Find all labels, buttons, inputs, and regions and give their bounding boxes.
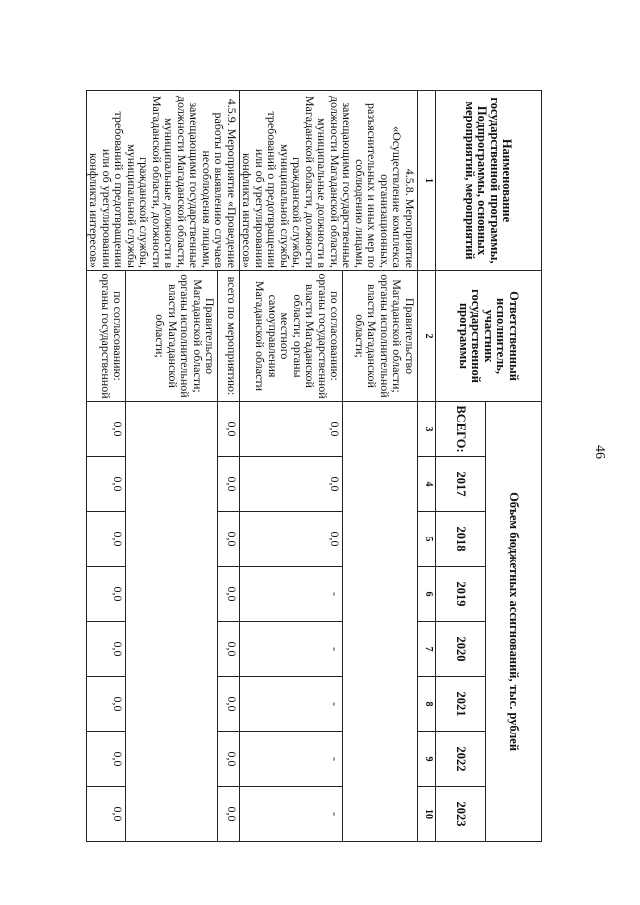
value-cell: - <box>240 567 343 622</box>
value-cell: 0,0 <box>87 732 126 787</box>
column-number: 10 <box>418 787 436 842</box>
value-cell: 0,0 <box>87 622 126 677</box>
header-total: ВСЕГО: <box>436 402 486 457</box>
column-number: 1 <box>418 91 436 271</box>
value-cell: 0,0 <box>218 512 240 567</box>
budget-table <box>86 90 542 842</box>
executor-cell: всего по мероприятию: <box>218 271 240 402</box>
value-cell: 0,0 <box>218 622 240 677</box>
budget-table-sheet <box>87 90 542 841</box>
header-year: 2022 <box>436 732 486 787</box>
value-spacer <box>126 402 218 842</box>
column-number: 8 <box>418 677 436 732</box>
column-number-row <box>418 91 436 842</box>
header-year: 2018 <box>436 512 486 567</box>
column-number: 9 <box>418 732 436 787</box>
executor-cell: Правительство Магаданской области; органы исполнительной власти Магаданской области; <box>126 271 218 402</box>
column-number: 3 <box>418 402 436 457</box>
column-number: 6 <box>418 567 436 622</box>
executor-cell: по согласованию: органы государственной власти Магаданской области; органы местного самоуправления Магаданской области <box>240 271 343 402</box>
value-spacer <box>343 402 418 842</box>
activity-name: 4.5.8. Мероприятие «Осуществление комплекса организационных, разъяснительных и иных мер по соблюдению лицами, замещающими государственные должности Магаданской области, муниципальные должности в Магаданской области, должности гражданской службы, муниципальной службы требований о предотвращении или об урегулировании конфликта интересов» <box>240 91 418 271</box>
value-cell: 0,0 <box>87 402 126 457</box>
value-cell: 0,0 <box>240 402 343 457</box>
table-row <box>218 91 240 842</box>
value-cell: 0,0 <box>218 677 240 732</box>
header-year: 2020 <box>436 622 486 677</box>
page-number: 46 <box>592 445 607 459</box>
header-program-name: Наименование государственной программы, Подпрограммы, основных мероприятий, мероприятий <box>436 91 542 271</box>
header-year: 2021 <box>436 677 486 732</box>
value-cell: 0,0 <box>218 457 240 512</box>
value-cell: 0,0 <box>218 567 240 622</box>
value-cell: 0,0 <box>87 457 126 512</box>
header-budget-group: Объем бюджетных ассигнований, тыс. рублей <box>486 402 542 842</box>
activity-name: 4.5.9. Мероприятие «Проведение работы по выявлению случаев несоблюдения лицами, замещающими государственные должности Магаданской области, муниципальные должности в Магаданской области, должности гражданской службы, муниципальной службы требований о предотвращении или об урегулировании конфликта интересов» <box>87 91 240 271</box>
value-cell: 0,0 <box>240 512 343 567</box>
value-cell: 0,0 <box>87 512 126 567</box>
header-year: 2017 <box>436 457 486 512</box>
column-number: 7 <box>418 622 436 677</box>
value-cell: 0,0 <box>218 787 240 842</box>
value-cell: - <box>240 677 343 732</box>
column-number: 4 <box>418 457 436 512</box>
table-row <box>343 91 418 842</box>
value-cell: - <box>240 732 343 787</box>
value-cell: 0,0 <box>218 732 240 787</box>
value-cell: - <box>240 622 343 677</box>
header-year: 2023 <box>436 787 486 842</box>
value-cell: 0,0 <box>87 677 126 732</box>
header-executor: Ответственный исполнитель, участник государственной программы <box>436 271 542 402</box>
executor-cell: по согласованию: органы государственной <box>87 271 126 402</box>
header-year: 2019 <box>436 567 486 622</box>
value-cell: 0,0 <box>87 567 126 622</box>
value-cell: - <box>240 787 343 842</box>
column-number: 2 <box>418 271 436 402</box>
executor-cell: Правительство Магаданской области; органы исполнительной власти Магаданской области; <box>343 271 418 402</box>
value-cell: 0,0 <box>87 787 126 842</box>
value-cell: 0,0 <box>240 457 343 512</box>
value-cell: 0,0 <box>218 402 240 457</box>
column-number: 5 <box>418 512 436 567</box>
